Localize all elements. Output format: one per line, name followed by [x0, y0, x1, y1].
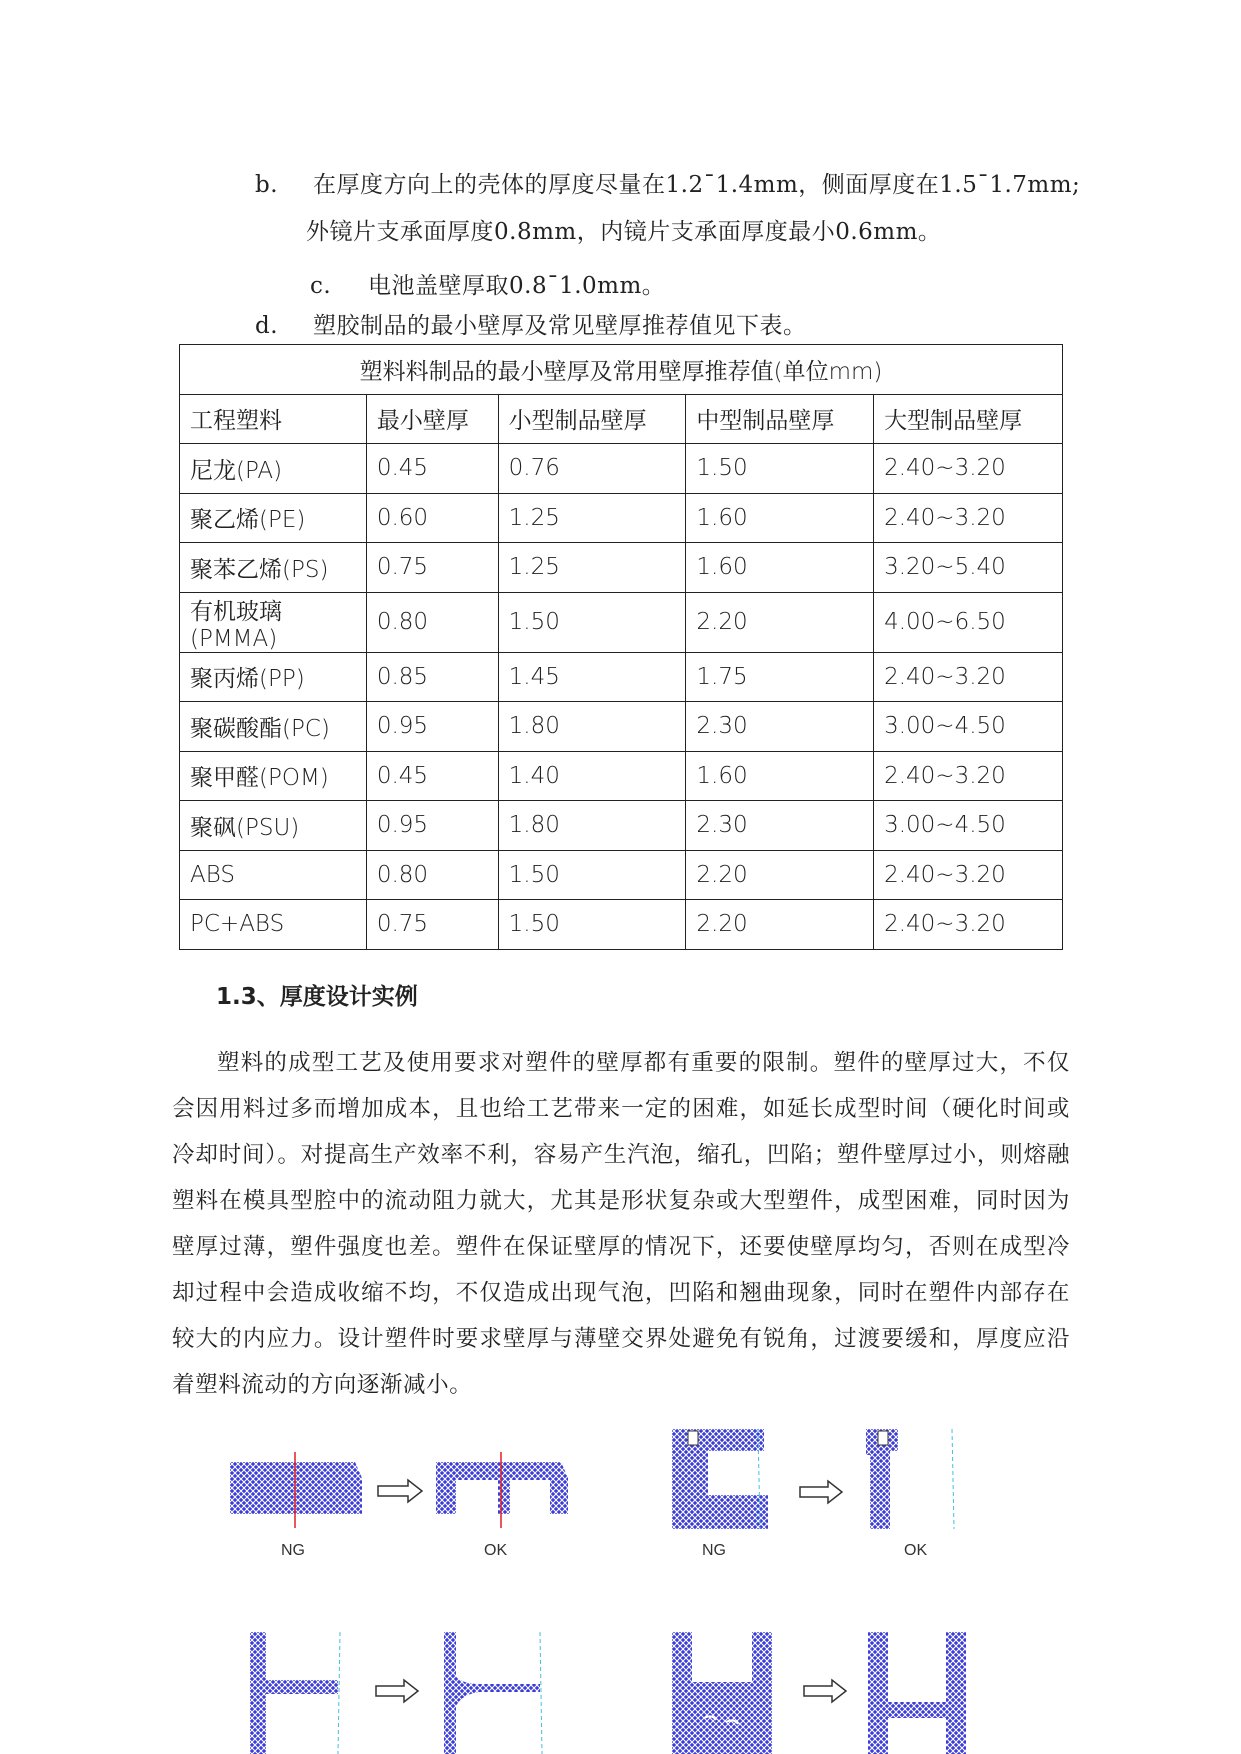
- table-row: [180, 444, 1063, 494]
- value-cell: 0.95: [366, 702, 498, 752]
- material-cell: 聚碳酸酯(PC): [180, 702, 367, 752]
- value-cell: 0.60: [366, 493, 498, 543]
- value-cell: 0.95: [366, 801, 498, 851]
- value-cell: 1.80: [498, 702, 686, 752]
- label-ok: OK: [484, 1542, 508, 1559]
- table-row: [180, 652, 1063, 702]
- material-cell: 聚砜(PSU): [180, 801, 367, 851]
- header-cell: 中型制品壁厚: [686, 394, 874, 444]
- value-cell: 2.20: [686, 900, 874, 950]
- material-cell: 有机玻璃(PMMA): [180, 592, 367, 652]
- value-cell: 1.60: [686, 493, 874, 543]
- value-cell: 0.45: [366, 444, 498, 494]
- header-cell: 大型制品壁厚: [874, 394, 1063, 444]
- value-cell: 1.50: [686, 444, 874, 494]
- figure-t-junction-example: [240, 1628, 560, 1754]
- value-cell: 0.85: [366, 652, 498, 702]
- value-cell: 0.75: [366, 900, 498, 950]
- value-cell: 0.80: [366, 850, 498, 900]
- wall-thickness-table: [179, 344, 1063, 950]
- label-ok: OK: [904, 1542, 928, 1559]
- value-cell: 1.60: [686, 543, 874, 593]
- ng-h-section: [672, 1632, 772, 1754]
- figure-l-wall-example: [668, 1425, 968, 1535]
- value-cell: 2.40~3.20: [874, 444, 1063, 494]
- value-cell: 3.00~4.50: [874, 801, 1063, 851]
- value-cell: 3.20~5.40: [874, 543, 1063, 593]
- section-heading: 1.3、厚度设计实例: [216, 984, 418, 1010]
- material-cell: 聚苯乙烯(PS): [180, 543, 367, 593]
- value-cell: 2.20: [686, 850, 874, 900]
- material-cell: 聚乙烯(PE): [180, 493, 367, 543]
- value-cell: 2.20: [686, 592, 874, 652]
- value-cell: 2.40~3.20: [874, 493, 1063, 543]
- table-row: [180, 900, 1063, 950]
- value-cell: 1.25: [498, 543, 686, 593]
- material-cell: ABS: [180, 850, 367, 900]
- arrow-shape: [800, 1481, 842, 1503]
- header-cell: 工程塑料: [180, 394, 367, 444]
- material-cell: 聚丙烯(PP): [180, 652, 367, 702]
- list-item-b-continued: 外镜片支承面厚度0.8mm，内镜片支承面厚度最小0.6mm。: [306, 219, 942, 245]
- list-text: 在厚度方向上的壳体的厚度尽量在1.2¯1.4mm，侧面厚度在1.5¯1.7mm;: [313, 172, 1081, 198]
- list-tag: d.: [255, 313, 279, 339]
- boss-hole: [688, 1431, 698, 1445]
- value-cell: 1.40: [498, 751, 686, 801]
- value-cell: 1.50: [498, 900, 686, 950]
- arrow-shape: [378, 1480, 422, 1502]
- header-cell: 小型制品壁厚: [498, 394, 686, 444]
- value-cell: 2.40~3.20: [874, 751, 1063, 801]
- table-row: [180, 543, 1063, 593]
- table-caption-row: [180, 345, 1063, 395]
- value-cell: 0.45: [366, 751, 498, 801]
- value-cell: 4.00~6.50: [874, 592, 1063, 652]
- table-row: [180, 850, 1063, 900]
- ok-t-junction: [444, 1632, 540, 1754]
- value-cell: 1.50: [498, 592, 686, 652]
- figure-h-section-example: [668, 1628, 978, 1754]
- table-row: [180, 702, 1063, 752]
- value-cell: 3.00~4.50: [874, 702, 1063, 752]
- label-ng: NG: [281, 1542, 305, 1559]
- list-tag: c.: [310, 273, 332, 299]
- header-cell: 最小壁厚: [366, 394, 498, 444]
- table-row: [180, 592, 1063, 652]
- list-tag: b.: [255, 172, 279, 198]
- value-cell: 1.50: [498, 850, 686, 900]
- value-cell: 1.60: [686, 751, 874, 801]
- value-cell: 2.40~3.20: [874, 652, 1063, 702]
- value-cell: 1.45: [498, 652, 686, 702]
- value-cell: 1.75: [686, 652, 874, 702]
- value-cell: 2.30: [686, 702, 874, 752]
- table-caption: 塑料料制品的最小壁厚及常用壁厚推荐值(单位mm): [180, 345, 1063, 395]
- value-cell: 1.80: [498, 801, 686, 851]
- material-cell: 尼龙(PA): [180, 444, 367, 494]
- boss-hole: [878, 1431, 888, 1445]
- table-row: [180, 801, 1063, 851]
- list-item-c: [310, 267, 665, 300]
- value-cell: 2.40~3.20: [874, 850, 1063, 900]
- ok-h-section: [868, 1632, 966, 1754]
- list-text: 电池盖壁厚取0.8¯1.0mm。: [368, 273, 666, 299]
- list-item-b: [255, 166, 1080, 199]
- table-header-row: [180, 394, 1063, 444]
- material-cell: 聚甲醛(POM): [180, 751, 367, 801]
- material-cell: PC+ABS: [180, 900, 367, 950]
- paragraph-text: 塑料的成型工艺及使用要求对塑件的壁厚都有重要的限制。塑件的壁厚过大，不仅会因用料过多而增加成本，且也给工艺带来一定的困难，如延长成型时间（硬化时间或冷却时间）。对提高生产效率不利，容易产生汽泡，缩孔，凹陷；塑件壁厚过小，则熔融塑料在模具型腔中的流动阻力就大，尤其是形状复杂或大型塑件，成型困难，同时因为壁厚过薄，塑件强度也差。塑件在保证壁厚的情况下，还要使壁厚均匀，否则在成型冷却过程中会造成收缩不均，不仅造成出现气泡，凹陷和翘曲现象，同时在塑件内部存在较大的内应力。设计塑件时要求壁厚与薄壁交界处避免有锐角，过渡要缓和，厚度应沿着塑料流动的方向逐渐减小。: [172, 1050, 1070, 1398]
- body-paragraph: [172, 1040, 1070, 1408]
- value-cell: 2.40~3.20: [874, 900, 1063, 950]
- ok-ribbed-block: [436, 1462, 568, 1514]
- list-text: 塑胶制品的最小壁厚及常见壁厚推荐值见下表。: [313, 313, 807, 339]
- arrow-shape: [376, 1680, 418, 1702]
- ng-solid-block: [230, 1462, 362, 1514]
- value-cell: 0.80: [366, 592, 498, 652]
- value-cell: 1.25: [498, 493, 686, 543]
- ng-thick-corner: [672, 1429, 768, 1529]
- ng-t-junction: [250, 1632, 338, 1754]
- figure-thick-block-example: [220, 1440, 580, 1530]
- list-item-d: [255, 307, 807, 340]
- label-ng: NG: [702, 1542, 726, 1559]
- value-cell: 2.30: [686, 801, 874, 851]
- table-row: [180, 751, 1063, 801]
- table-row: [180, 493, 1063, 543]
- value-cell: 0.76: [498, 444, 686, 494]
- value-cell: 0.75: [366, 543, 498, 593]
- arrow-shape: [804, 1680, 846, 1702]
